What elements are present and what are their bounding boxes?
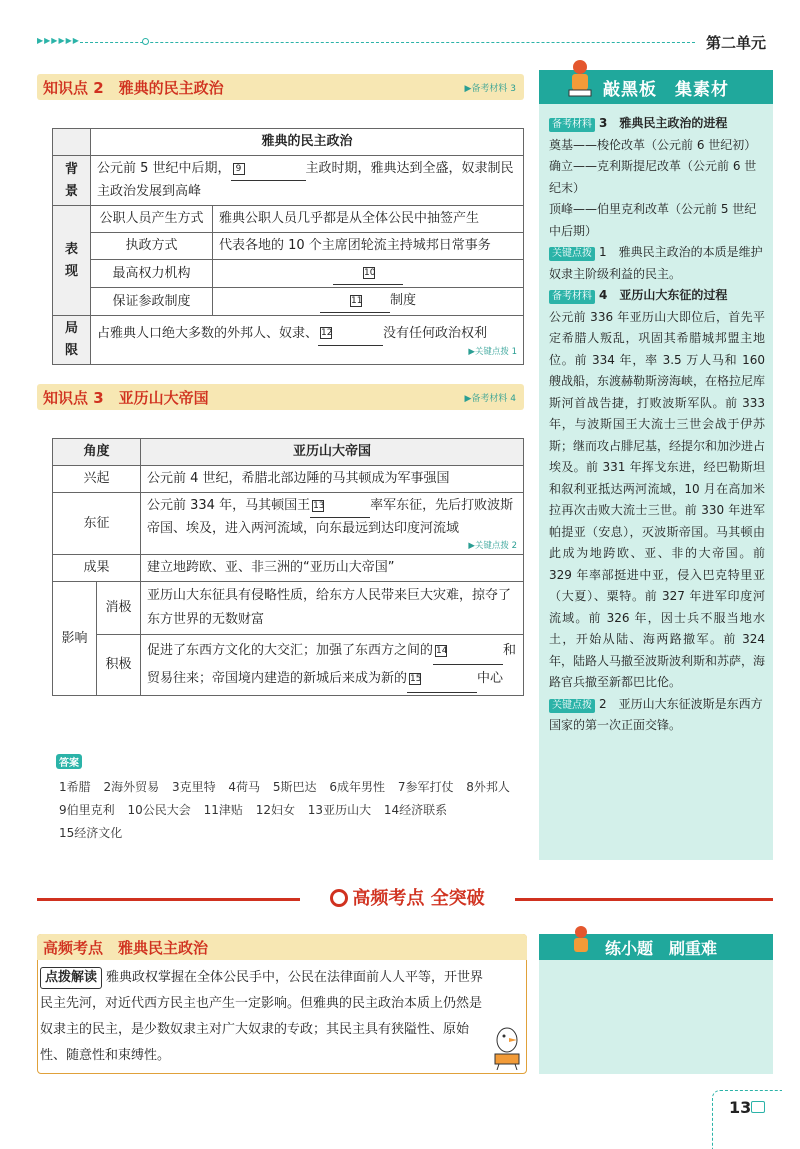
blank-num: 14 <box>436 645 448 656</box>
kp2-lim-text-b: 没有任何政治权利 <box>383 325 488 341</box>
kp2-title: 知识点 2 雅典的民主政治 <box>43 79 224 97</box>
keypoint-2-text: 2 亚历山大东征波斯是东西方国家的第一次正面交锋。 <box>549 696 763 732</box>
right-panel-title: 敲黑板 集素材 <box>603 80 729 100</box>
material-3-title: 3 雅典民主政治的进程 <box>599 116 728 130</box>
answers-label: 答案 <box>56 754 82 769</box>
kp2-ref: ▶备考材料 3 <box>464 84 516 94</box>
header-divider <box>80 42 695 43</box>
kp3-east-key: 东征 <box>53 493 141 555</box>
kp2-row-val <box>213 260 524 288</box>
material-3-line: 确立——克利斯提尼改革（公元前 6 世纪末） <box>549 159 757 195</box>
blank-num: 15 <box>410 673 422 684</box>
kp3-result-val: 建立地跨欧、亚、非三洲的“亚历山大帝国” <box>141 555 524 582</box>
material-4-title: 4 亚历山大东征的过程 <box>599 288 728 302</box>
kp2-row-key: 执政方式 <box>91 233 213 260</box>
material-tag: 备考材料 <box>549 118 595 132</box>
student-figure-icon <box>563 58 597 98</box>
kp2-row-val: 雅典公职人员几乎都是从全体公民中抽签产生 <box>213 206 524 233</box>
kp2-bg-cell <box>91 156 524 206</box>
answer-item: 10公民大会 <box>127 803 191 817</box>
right-panel-content <box>549 113 765 737</box>
blank-11[interactable] <box>320 290 390 313</box>
kp3-col1: 角度 <box>53 439 141 466</box>
hf-text: 雅典政权掌握在全体公民手中，公民在法律面前人人平等，开世界民主先河，对近代西方民主也产生一定影响。但雅典的民主政治本质上仍然是奴隶主的民主，是少数奴隶主对广大奴隶的专政；其民主具有狭隘性、原始性、随意性和束缚性。 <box>40 970 484 1063</box>
kp3-east-key-tip: ▶关键点拨 2 <box>468 541 517 551</box>
kp2-header <box>37 74 524 100</box>
answer-item: 2海外贸易 <box>103 780 160 794</box>
blank-num: 11 <box>350 295 363 306</box>
blank-num: 13 <box>313 500 325 511</box>
kp3-pos-key: 积极 <box>97 635 141 696</box>
kp2-lim-label: 局限 <box>53 316 91 365</box>
kp3-neg-key: 消极 <box>97 582 141 635</box>
kp2-row-val <box>213 288 524 316</box>
answer-item: 3克里特 <box>171 780 216 794</box>
keypoint-1-text: 1 雅典民主政治的本质是维护奴隶主阶级利益的民主。 <box>549 245 763 281</box>
answers-list <box>59 776 529 845</box>
kp2-row-key: 最高权力机构 <box>91 260 213 288</box>
answer-item: 9伯里克利 <box>59 803 115 817</box>
hf-body <box>40 965 488 1069</box>
spiral-icon <box>330 889 348 907</box>
kp2-bg-text-b: 主政时期，雅典达到全盛，奴隶制民主政治发展到高峰 <box>97 161 514 199</box>
kp3-col2: 亚历山大帝国 <box>141 439 524 466</box>
kp3-table <box>52 438 524 696</box>
blank-13[interactable] <box>310 495 370 518</box>
kp3-rise-key: 兴起 <box>53 466 141 493</box>
kp2-bg-text-a: 公元前 5 世纪中后期， <box>97 161 231 176</box>
kp3-title: 知识点 3 亚历山大帝国 <box>43 389 209 407</box>
kp3-pos-b: 和贸易往来；帝国境内建造的新城后来成为新的 <box>147 643 517 686</box>
kp3-pos-val <box>141 635 524 696</box>
book-icon <box>751 1101 765 1113</box>
kp2-key: ▶关键点拨 1 <box>468 346 517 357</box>
kp3-east-b: 率军东征，先后打败波斯帝国、埃及，进入两河流域，向东最远到达印度河流域 <box>147 498 514 536</box>
answer-item: 13亚历山大 <box>307 803 372 817</box>
practice-title: 练小题 刷重难 <box>605 939 718 958</box>
hf-header <box>37 934 527 960</box>
material-tag: 备考材料 <box>549 290 595 304</box>
header-divider-dot <box>142 38 149 45</box>
answer-item: 14经济联系 <box>383 803 448 817</box>
kp2-table <box>52 128 524 365</box>
blank-num: 12 <box>321 328 333 338</box>
material-4-text: 公元前 336 年亚历山大即位后，首先平定希腊人叛乱，巩固其希腊城邦盟主地位。前 334 年，率 3.5 万人马和 160 艘战船，东渡赫勒斯滂海峡，在格拉尼库斯河首战告捷，打败波斯军队。前 333 年，与波斯国王大流士三世会战于伊苏斯；继而攻占腓尼基，经提尔和加沙进占埃及。前 331 年挥戈东进，经巴勒斯坦和叙利亚抵达两河流域，10 月在高加米拉再次击败大流士三世。前 330 年进军帕提亚（安息），灭波斯帝国。马其顿由此成为地跨欧、亚、非的大帝国。前 329 年率部挺进中亚，侵入巴克特里亚（大夏）、粟特。前 327 年进军印度河流域。前 326 年，因士兵不服当地水土，开始从陆、海两路撤军。前 324 年，陆路人马撤至波斯波利斯和苏萨，海路官兵撤至新都巴比伦。 <box>549 309 766 689</box>
kp2-table-title: 雅典的民主政治 <box>91 129 524 156</box>
hf-title: 高频考点 雅典民主政治 <box>43 939 209 957</box>
bird-mascot-icon <box>487 1018 527 1070</box>
answer-item: 12妇女 <box>255 803 295 817</box>
answer-item: 11津贴 <box>203 803 243 817</box>
student-figure-icon <box>566 924 596 958</box>
answers-block <box>44 754 527 844</box>
blank-15[interactable] <box>407 665 477 693</box>
answer-item: 1希腊 <box>59 780 91 794</box>
kp2-row-val: 代表各地的 10 个主席团轮流主持城邦日常事务 <box>213 233 524 260</box>
kp2-row-after: 制度 <box>389 293 416 308</box>
blank-num: 10 <box>364 267 376 278</box>
tip-badge: 点拨解读 <box>40 967 102 989</box>
kp3-header <box>37 384 524 410</box>
kp2-row-key: 公职人员产生方式 <box>91 206 213 233</box>
kp3-rise-val: 公元前 4 世纪，希腊北部边陲的马其顿成为军事强国 <box>141 466 524 493</box>
kp3-ref: ▶备考材料 4 <box>464 394 516 404</box>
blank-num: 9 <box>233 163 245 175</box>
header-arrows: ▶▶▶▶▶▶ <box>37 36 80 45</box>
blank-10[interactable] <box>333 262 403 285</box>
kp2-lim-cell <box>91 316 524 365</box>
kp3-east-val <box>141 493 524 555</box>
keypoint-tag: 关键点拨 <box>549 699 595 713</box>
unit-title: 第二单元 <box>706 34 767 52</box>
banner <box>300 884 515 914</box>
keypoint-tag: 关键点拨 <box>549 247 595 261</box>
blank-12[interactable] <box>318 323 383 346</box>
banner-title: 高频考点 全突破 <box>352 888 485 909</box>
answer-item: 6成年男性 <box>329 780 385 794</box>
kp3-neg-val: 亚历山大东征具有侵略性质，给东方人民带来巨大灾难，掠夺了东方世界的无数财富 <box>141 582 524 635</box>
kp2-lim-text-a: 占雅典人口绝大多数的外邦人、奴隶、 <box>97 325 319 341</box>
answer-item: 8外邦人 <box>466 780 510 794</box>
kp2-row-key: 保证参政制度 <box>91 288 213 316</box>
blank-9[interactable] <box>231 158 306 181</box>
answer-item: 5斯巴达 <box>272 780 317 794</box>
kp3-east-a: 公元前 334 年，马其顿国王 <box>147 498 311 513</box>
kp2-perf-label: 表现 <box>53 206 91 316</box>
kp3-pos-c: 中心 <box>477 671 504 686</box>
answer-item: 4荷马 <box>228 780 261 794</box>
page-number: 13 <box>729 1098 752 1117</box>
material-3-line: 奠基——梭伦改革（公元前 6 世纪初） <box>549 137 757 152</box>
answer-item: 7参军打仗 <box>397 780 454 794</box>
blank-14[interactable] <box>433 637 503 665</box>
kp3-impact-key: 影响 <box>53 582 97 696</box>
kp2-bg-label: 背景 <box>53 156 91 206</box>
answer-item: 15经济文化 <box>59 826 123 840</box>
kp3-pos-a: 促进了东西方文化的大交汇；加强了东西方之间的 <box>147 643 434 658</box>
material-3-line: 顶峰——伯里克利改革（公元前 5 世纪中后期） <box>549 202 757 238</box>
kp3-result-key: 成果 <box>53 555 141 582</box>
